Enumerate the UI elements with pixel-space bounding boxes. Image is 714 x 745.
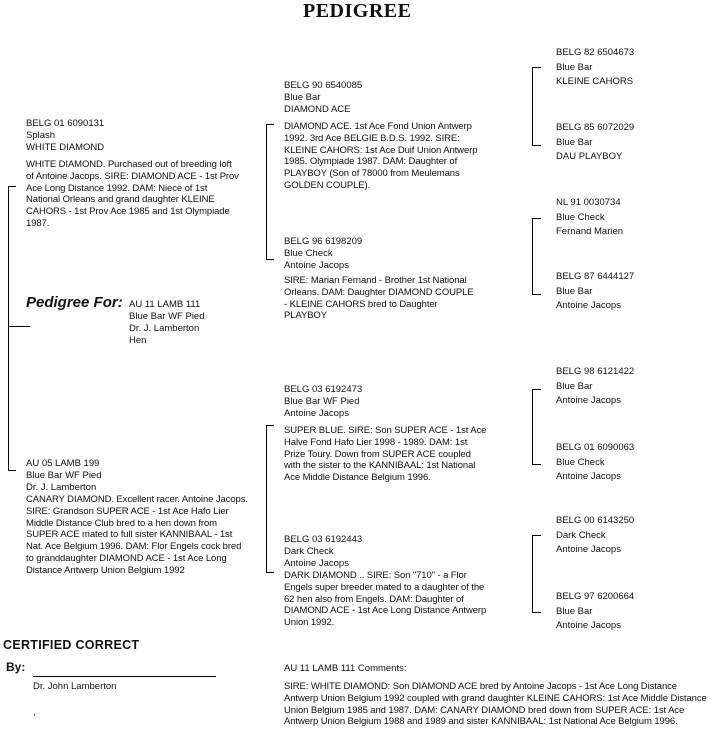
ggp-7 xyxy=(556,514,634,558)
subject-band: AU 11 LAMB 111 xyxy=(129,299,201,310)
ggp-6-color: Blue Check xyxy=(556,456,605,468)
ggp-8-owner: Antoine Jacops xyxy=(556,620,621,631)
gp-ss-band: BELG 90 6540085 xyxy=(284,80,363,91)
signature-line xyxy=(33,676,216,677)
page-title: PEDIGREE xyxy=(303,0,412,22)
subject-color: Blue Bar WF Pied xyxy=(129,311,205,322)
gp-sd-notes: SIRE: Marian Fernand - Brother 1st National Orleans. DAM: Daughter DIAMOND COUPLE - KLEINE CAHORS bred to Daughter PLAYBOY xyxy=(284,275,474,322)
signer-name: Dr. John Lamberton xyxy=(33,681,117,692)
sire-color: Splash xyxy=(26,130,56,141)
sire-band: BELG 01 6090131 xyxy=(26,118,105,129)
ggp-5-owner: Antoine Jacops xyxy=(556,395,621,406)
ggp-7-band: BELG 00 6143250 xyxy=(556,515,635,526)
bracket-ggp-2-top xyxy=(532,218,541,219)
ggp-6 xyxy=(556,441,634,485)
ggp-8-color: Blue Bar xyxy=(556,605,593,617)
sire-name: WHITE DIAMOND xyxy=(26,142,105,153)
bracket-sire-bottom xyxy=(266,259,274,260)
bracket-dam-vertical xyxy=(266,425,267,572)
bracket-ggp-3-top xyxy=(532,389,541,390)
bracket-ggp-2-vertical xyxy=(532,218,533,294)
ggp-5-band: BELG 98 6121422 xyxy=(556,366,635,377)
ggp-3-owner: Fernand Marien xyxy=(556,226,624,237)
gp-dd-color: Dark Check xyxy=(284,546,334,557)
bracket-ggp-4-bottom xyxy=(532,612,541,613)
gp-sd-owner: Antoine Jacops xyxy=(284,260,349,271)
ggp-6-owner: Antoine Jacops xyxy=(556,471,621,482)
signer-mark: , xyxy=(33,707,36,718)
dam-block xyxy=(26,458,251,577)
bracket-sire-vertical xyxy=(266,124,267,259)
gp-dd-owner: Antoine Jacops xyxy=(284,558,349,569)
bracket-dam-bottom xyxy=(266,572,274,573)
bracket-main-vertical xyxy=(8,186,9,470)
ggp-6-band: BELG 01 6090063 xyxy=(556,442,635,453)
sire-notes: WHITE DIAMOND. Purchased out of breeding loft of Antoine Jacops. SIRE: DIAMOND ACE - 1st Prov Ace Long Distance 1992. DAM: Niece of 1st National Orleans and grand daughter KLEINE CAHORS - 1st Prov Ace 1985 and 1st Olympiade 1987. xyxy=(26,159,239,229)
ggp-4-band: BELG 87 6444127 xyxy=(556,271,635,282)
gp-ds-notes: SUPER BLUE. SIRE: Son SUPER ACE - 1st Ace Halve Fond Hafo Lier 1998 - 1989. DAM: 1st Prize Toury. Down from SUPER ACE coupled with the sister to the KANNIBAAL: 1st National Ace Middle Distance Belgium 1996. xyxy=(284,425,487,484)
bracket-ggp-1-bottom xyxy=(532,145,541,146)
gp-sire-sire xyxy=(284,80,489,192)
bracket-ggp-1-top xyxy=(532,67,541,68)
bracket-main-bottom xyxy=(8,470,16,471)
certified-correct: CERTIFIED CORRECT xyxy=(3,638,140,652)
gp-dd-notes: DARK DIAMOND .. SIRE: Son "710" - a Flor Engels super breeder mated to a daughter of the 62 hen also from Engels. DAM: Daughter of DIAMOND ACE - 1st Ace Long Distance Antwerp Union 1992. xyxy=(284,570,487,629)
ggp-1-color: Blue Bar xyxy=(556,61,593,73)
dam-band: AU 05 LAMB 199 xyxy=(26,458,100,469)
ggp-8-band: BELG 97 6200664 xyxy=(556,591,635,602)
dam-owner: Dr. J. Lamberton xyxy=(26,482,97,493)
gp-dam-dam xyxy=(284,534,494,629)
ggp-4-color: Blue Bar xyxy=(556,285,593,297)
bracket-main-top xyxy=(8,186,16,187)
bracket-ggp-1-vertical xyxy=(532,67,533,145)
gp-ss-name: DIAMOND ACE xyxy=(284,104,351,115)
comments-body: SIRE: WHITE DIAMOND: Son DIAMOND ACE bred by Antoine Jacops - 1st Ace Long Distance Antwerp Union Belgium 1992 coupled with grand daughter KLEINE CAHORS: 1st Ace Middle Distance Union Belgium 1985 and 1987. DAM: CANARY DIAMOND bred down from SUPER ACE: 1st Ace Antwerp Union Belgium 1988 and 1989 and sister KANNIBAAL: 1st National Ace Belgium 1996. xyxy=(284,681,707,728)
sire-block xyxy=(26,118,241,230)
by-label: By: xyxy=(6,660,26,674)
ggp-2-name: DAU PLAYBOY xyxy=(556,151,623,162)
ggp-3-color: Blue Check xyxy=(556,211,605,223)
ggp-7-color: Dark Check xyxy=(556,529,606,541)
ggp-5-color: Blue Bar xyxy=(556,380,593,392)
gp-ss-notes: DIAMOND ACE. 1st Ace Fond Union Antwerp 1992. 3rd Ace BELGIE B.D.S. 1992. SIRE: KLEINE CAHORS: 1st Ace Duif Union Antwerp 1985. Olympiade 1987. DAM: Daughter of PLAYBOY (Son of 78000 from Meulemans GOLDEN COUPLE). xyxy=(284,121,478,191)
ggp-2-color: Blue Bar xyxy=(556,136,593,148)
comments-title: AU 11 LAMB 111 Comments: xyxy=(284,663,407,674)
pedigree-for-label: Pedigree For: xyxy=(26,294,123,311)
dam-notes: CANARY DIAMOND. Excellent racer. Antoine Jacops. SIRE: Grandson SUPER ACE - 1st Ace Hafo Lier Middle Distance Club bred to a hen down from SUPER ACE mated to full sister KANNIBAAL - 1st Nat. Ace Belgium 1996. DAM: Flor Engels cock bred to granddaughter DIAMOND ACE - 1st Ace Long Distance Antwerp Union Belgium 1992 xyxy=(26,494,248,576)
bracket-ggp-4-vertical xyxy=(532,535,533,612)
bracket-ggp-4-top xyxy=(532,535,541,536)
ggp-1-band: BELG 82 6504673 xyxy=(556,47,635,58)
gp-sd-color: Blue Check xyxy=(284,248,333,259)
bracket-sire-top xyxy=(266,124,274,125)
gp-sd-band: BELG 96 6198209 xyxy=(284,236,363,247)
ggp-4-owner: Antoine Jacops xyxy=(556,300,621,311)
bracket-main-mid xyxy=(8,326,30,327)
ggp-5 xyxy=(556,365,634,409)
ggp-1 xyxy=(556,46,634,90)
ggp-3-band: NL 91 0030734 xyxy=(556,197,621,208)
ggp-8 xyxy=(556,590,634,634)
gp-dam-sire xyxy=(284,384,489,484)
gp-dd-band: BELG 03 6192443 xyxy=(284,534,363,545)
ggp-3 xyxy=(556,196,623,240)
ggp-7-owner: Antoine Jacops xyxy=(556,544,621,555)
ggp-1-name: KLEINE CAHORS xyxy=(556,76,634,87)
ggp-2-band: BELG 85 6072029 xyxy=(556,122,635,133)
dam-color: Blue Bar WF Pied xyxy=(26,470,102,481)
gp-ss-color: Blue Bar xyxy=(284,92,321,103)
gp-ds-owner: Antoine Jacops xyxy=(284,408,349,419)
bracket-ggp-2-bottom xyxy=(532,294,541,295)
gp-sire-dam xyxy=(284,236,474,322)
bracket-dam-top xyxy=(266,425,274,426)
bracket-ggp-3-vertical xyxy=(532,389,533,464)
subject-info xyxy=(129,299,205,347)
subject-owner: Dr. J. Lamberton xyxy=(129,323,200,334)
gp-ds-color: Blue Bar WF Pied xyxy=(284,396,360,407)
bracket-ggp-3-bottom xyxy=(532,464,541,465)
gp-ds-band: BELG 03 6192473 xyxy=(284,384,363,395)
subject-sex: Hen xyxy=(129,335,147,346)
ggp-2 xyxy=(556,121,634,165)
ggp-4 xyxy=(556,270,634,314)
